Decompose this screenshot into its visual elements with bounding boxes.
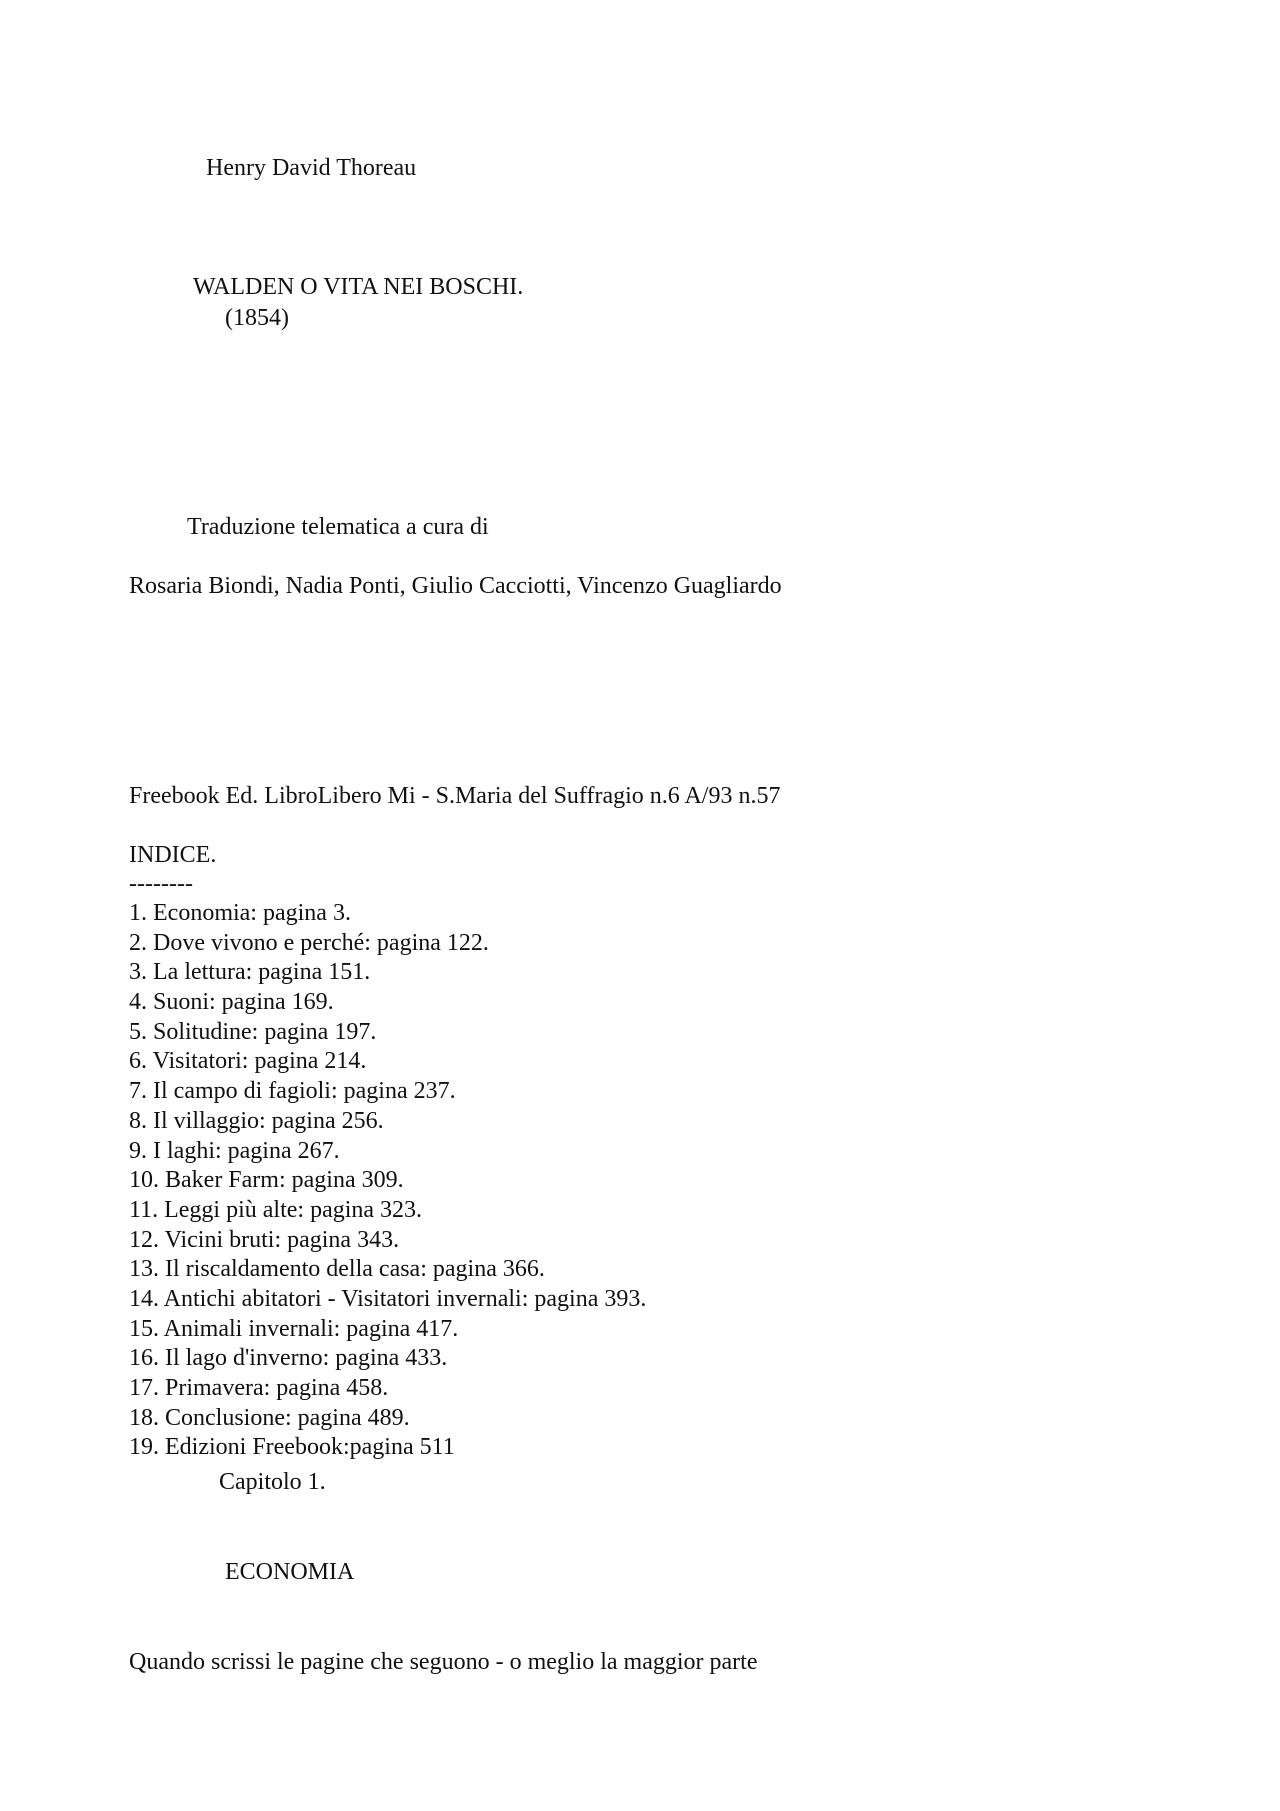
index-separator: -------- (129, 871, 193, 897)
table-of-contents (129, 899, 646, 1463)
toc-entry: 7. Il campo di fagioli: pagina 237. (129, 1078, 456, 1105)
book-title: WALDEN O VITA NEI BOSCHI. (193, 274, 524, 300)
chapter-title: ECONOMIA (225, 1559, 355, 1585)
toc-entry: 12. Vicini bruti: pagina 343. (129, 1226, 400, 1253)
toc-entry: 8. Il villaggio: pagina 256. (129, 1107, 384, 1134)
toc-entry: 3. La lettura: pagina 151. (129, 959, 371, 986)
toc-entry: 15. Animali invernali: pagina 417. (129, 1315, 459, 1342)
author-name: Henry David Thoreau (206, 155, 417, 181)
toc-entry: 19. Edizioni Freebook:pagina 511 (129, 1434, 455, 1461)
toc-entry: 6. Visitatori: pagina 214. (129, 1048, 367, 1075)
toc-entry: 16. Il lago d'inverno: pagina 433. (129, 1345, 448, 1372)
publication-year: (1854) (225, 305, 289, 331)
toc-entry: 1. Economia: pagina 3. (129, 900, 351, 926)
toc-entry: 4. Suoni: pagina 169. (129, 989, 334, 1016)
translators-list: Rosaria Biondi, Nadia Ponti, Giulio Cacciotti, Vincenzo Guagliardo (129, 573, 782, 599)
toc-entry: 10. Baker Farm: pagina 309. (129, 1167, 404, 1194)
toc-entry: 11. Leggi più alte: pagina 323. (129, 1196, 423, 1223)
toc-entry: 17. Primavera: pagina 458. (129, 1375, 389, 1401)
index-heading: INDICE. (129, 842, 217, 868)
publisher-line: Freebook Ed. LibroLibero Mi - S.Maria del Suffragio n.6 A/93 n.57 (129, 783, 781, 809)
body-paragraph: Quando scrissi le pagine che seguono - o meglio la maggior parte (129, 1649, 758, 1675)
toc-entry: 2. Dove vivono e perché: pagina 122. (129, 929, 489, 956)
toc-entry: 18. Conclusione: pagina 489. (129, 1404, 410, 1431)
toc-entry: 13. Il riscaldamento della casa: pagina 366. (129, 1256, 545, 1283)
chapter-number: Capitolo 1. (219, 1469, 326, 1495)
toc-entry: 5. Solitudine: pagina 197. (129, 1018, 377, 1045)
translation-credit-intro: Traduzione telematica a cura di (187, 514, 489, 540)
toc-entry: 14. Antichi abitatori - Visitatori invernali: pagina 393. (129, 1285, 647, 1312)
toc-entry: 9. I laghi: pagina 267. (129, 1137, 340, 1164)
